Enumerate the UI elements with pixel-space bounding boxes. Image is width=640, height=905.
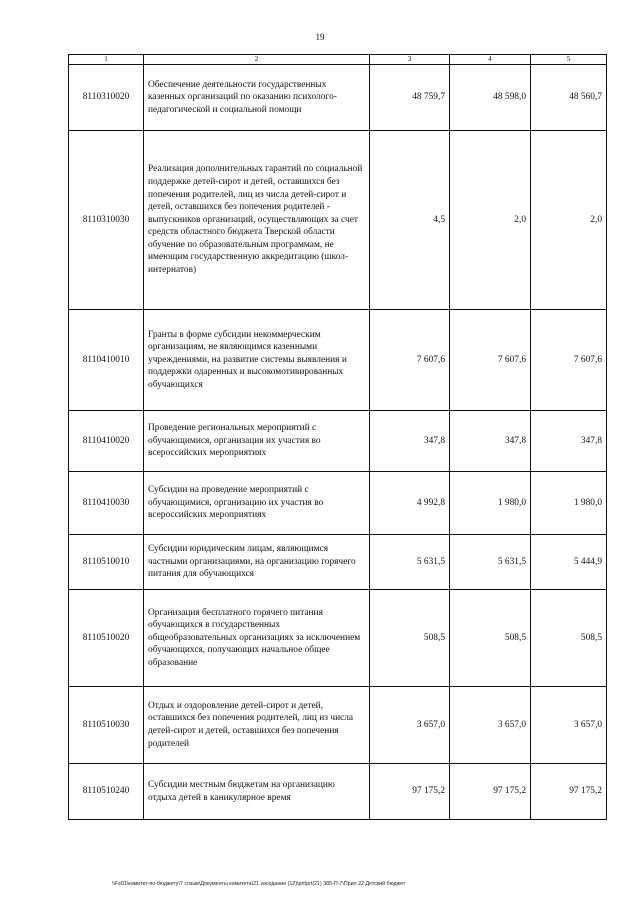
row-value-col5: 347,8: [531, 411, 607, 472]
row-value-col4: 3 657,0: [450, 687, 531, 764]
row-value-col4: 508,5: [450, 590, 531, 687]
row-code: 8110510240: [69, 764, 144, 820]
row-value-col5: 3 657,0: [531, 687, 607, 764]
row-value-col4: 7 607,6: [450, 310, 531, 411]
table-header-row: [69, 55, 607, 65]
table-row: [69, 472, 607, 535]
row-value-col5: 97 175,2: [531, 764, 607, 820]
row-description: Проведение региональных мероприятий с обучающимися, организация их участия во всероссийских мероприятиях: [144, 411, 370, 472]
row-description: Реализация дополнительных гарантий по социальной поддержке детей-сирот и детей, оставшихся без попечения родителей, лиц из числа детей-сирот и детей, оставшихся без попечения родителей - выпускников организаций, осуществляющих за счет средств областного бюджета Тверской области обучение по образовательным программам, не имеющим государственную аккредитацию (школ-интернатов): [144, 131, 370, 310]
row-value-col4: 1 980,0: [450, 472, 531, 535]
row-value-col4: 2,0: [450, 131, 531, 310]
row-value-col3: 7 607,6: [370, 310, 450, 411]
row-code: 8110310020: [69, 65, 144, 131]
row-description: Гранты в форме субсидии некоммерческим организациям, не являющимся казенными учреждениями, на развитие системы выявления и поддержки одаренных и высокомотивированных обучающихся: [144, 310, 370, 411]
row-value-col5: 5 444,9: [531, 535, 607, 590]
row-code: 8110410030: [69, 472, 144, 535]
row-value-col4: 97 175,2: [450, 764, 531, 820]
page-number: 19: [315, 32, 325, 42]
row-code: 8110510010: [69, 535, 144, 590]
row-value-col3: 508,5: [370, 590, 450, 687]
table-row: [69, 687, 607, 764]
row-value-col5: 7 607,6: [531, 310, 607, 411]
row-description: Субсидии местным бюджетам на организацию отдыха детей в каникулярное время: [144, 764, 370, 820]
row-code: 8110410020: [69, 411, 144, 472]
row-code: 8110510020: [69, 590, 144, 687]
row-value-col5: 1 980,0: [531, 472, 607, 535]
footer-file-path: \\Fs01\комитет-по-бюджету\7 созыв\Документы комитета\21 заседание (12)\prt\prt(21) 385-П-7\Прил 22 Детский бюджет: [112, 881, 406, 887]
column-number-1: 1: [69, 55, 144, 65]
row-value-col3: 97 175,2: [370, 764, 450, 820]
column-number-5: 5: [531, 55, 607, 65]
row-value-col3: 4,5: [370, 131, 450, 310]
column-number-4: 4: [450, 55, 531, 65]
table-row: [69, 310, 607, 411]
row-description: Субсидии на проведение мероприятий с обучающимися, организацию их участия во всероссийских мероприятиях: [144, 472, 370, 535]
table-row: [69, 411, 607, 472]
row-value-col3: 5 631,5: [370, 535, 450, 590]
column-number-3: 3: [370, 55, 450, 65]
table-row: [69, 764, 607, 820]
row-value-col3: 3 657,0: [370, 687, 450, 764]
row-value-col4: 347,8: [450, 411, 531, 472]
row-value-col5: 508,5: [531, 590, 607, 687]
row-description: Субсидии юридическим лицам, являющимся частными организациями, на организацию горячего питания для обучающихся: [144, 535, 370, 590]
table-row: [69, 535, 607, 590]
row-description: Отдых и оздоровление детей-сирот и детей, оставшихся без попечения родителей, лиц из числа детей-сирот и детей, оставшихся без попечения родителей: [144, 687, 370, 764]
column-number-2: 2: [144, 55, 370, 65]
table-row: [69, 65, 607, 131]
row-code: 8110510030: [69, 687, 144, 764]
row-value-col3: 4 992,8: [370, 472, 450, 535]
row-code: 8110410010: [69, 310, 144, 411]
row-value-col5: 48 560,7: [531, 65, 607, 131]
row-code: 8110310030: [69, 131, 144, 310]
budget-table: [68, 54, 607, 820]
row-description: Организация бесплатного горячего питания обучающихся в государственных общеобразовательных организациях за исключением обучающихся, получающих начальное общее образование: [144, 590, 370, 687]
row-value-col3: 347,8: [370, 411, 450, 472]
row-value-col3: 48 759,7: [370, 65, 450, 131]
row-value-col4: 48 598,0: [450, 65, 531, 131]
row-value-col5: 2,0: [531, 131, 607, 310]
row-value-col4: 5 631,5: [450, 535, 531, 590]
row-description: Обеспечение деятельности государственных казенных организаций по оказанию психолого-педагогической и социальной помощи: [144, 65, 370, 131]
table-row: [69, 131, 607, 310]
table-row: [69, 590, 607, 687]
